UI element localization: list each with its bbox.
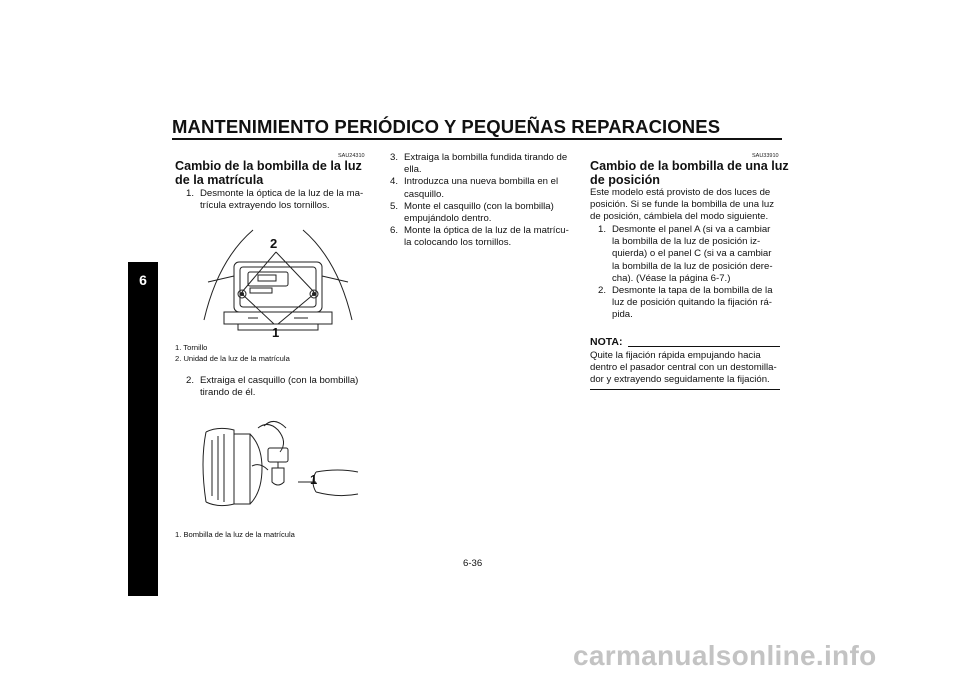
figure1-label-1: 1 xyxy=(272,325,280,338)
figure1-label-2: 2 xyxy=(270,236,278,251)
step-2-remove-socket: 2. Extraiga el casquillo (con la bombilla) tirando de él. xyxy=(186,375,359,399)
pos-step-2: 2. Desmonte la tapa de la bombilla de la luz de posición quitando la fijación rá- pida. xyxy=(598,285,773,321)
figure1-captions: 1. Tornillo 2. Unidad de la luz de la matrícula xyxy=(175,343,290,363)
section-title-license-plate: Cambio de la bombilla de la luz de la matrícula xyxy=(175,159,362,187)
watermark-logo: carmanualsonline.info xyxy=(573,640,877,671)
note-label: NOTA: xyxy=(590,336,623,348)
figure-bulb-socket xyxy=(198,412,360,524)
pos-step-1: 1. Desmonte el panel A (si va a cambiar la bombilla de la luz de posición iz- quierda) o el panel C (si va a cambiar la bombilla de la luz de posición dere- cha). (Véase la página 6-7.) xyxy=(598,224,773,284)
step-5: 5. Monte el casquillo (con la bombilla) empujándolo dentro. xyxy=(390,200,554,225)
position-light-intro: Este modelo está provisto de dos luces de posición. Si se funde la bombilla de una luz de posición, cámbiela del modo siguiente. xyxy=(590,187,774,223)
section-title-position-light: Cambio de la bombilla de una luz de posición xyxy=(590,159,789,187)
steps-3-to-6 xyxy=(390,152,575,250)
step-1-remove-lens: 1. Desmonte la óptica de la luz de la ma- trícula extrayendo los tornillos. xyxy=(186,188,364,212)
step-3: 3. Extraiga la bombilla fundida tirando de ella. xyxy=(390,152,568,176)
figure2-label-1: 1 xyxy=(310,472,318,487)
step-4: 4. Introduzca una nueva bombilla en el casquillo. xyxy=(390,176,559,200)
figure2-caption: 1. Bombilla de la luz de la matrícula xyxy=(175,530,295,539)
note-rule-top xyxy=(628,346,780,347)
page-number: 6-36 xyxy=(463,558,483,569)
step-6: 6. Monte la óptica de la luz de la matrícu- la colocando los tornillos. xyxy=(390,225,569,249)
section-code-right: SAU33910 xyxy=(752,153,779,159)
figure-license-plate-light xyxy=(198,220,358,338)
chapter-tab: 6 xyxy=(128,262,158,596)
page-header-title: MANTENIMIENTO PERIÓDICO Y PEQUEÑAS REPARACIONES xyxy=(172,116,721,137)
note-rule-bottom xyxy=(590,389,780,390)
section-code-left: SAU24310 xyxy=(338,153,365,159)
position-light-steps xyxy=(598,224,780,322)
header-rule xyxy=(172,138,782,140)
note-body: Quite la fijación rápida empujando hacia dentro el pasador central con un destomilla- dor y extrayendo seguidamente la fijación. xyxy=(590,350,777,386)
